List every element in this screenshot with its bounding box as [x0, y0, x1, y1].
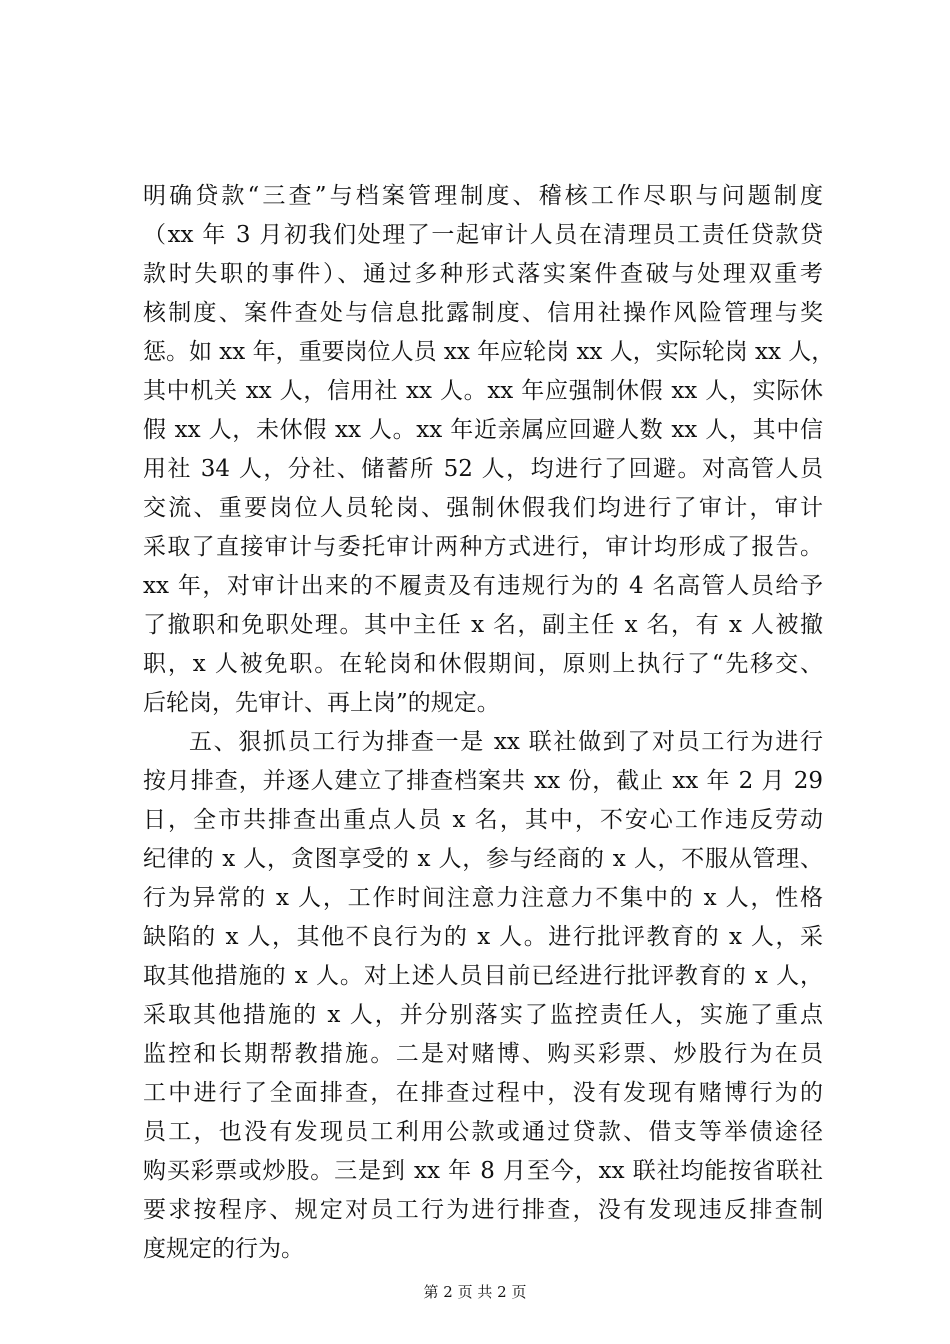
text-line: 采取其他措施的 x 人，并分别落实了监控责任人，实施了重点 — [143, 1002, 823, 1028]
body-text — [143, 177, 835, 1269]
text-line: 工中进行了全面排查，在排查过程中，没有发现有赌博行为的 — [143, 1080, 823, 1106]
text-line: 假 xx 人，未休假 xx 人。xx 年近亲属应回避人数 xx 人，其中信 — [143, 417, 823, 443]
text-line: 用社 34 人，分社、储蓄所 52 人，均进行了回避。对高管人员 — [143, 456, 823, 482]
section-heading-line: 五、狠抓员工行为排查一是 xx 联社做到了对员工行为进行 — [189, 729, 823, 755]
paragraph-end-line: 度规定的行为。 — [143, 1236, 304, 1262]
text-line: 惩。如 xx 年，重要岗位人员 xx 年应轮岗 xx 人，实际轮岗 xx 人， — [143, 339, 835, 365]
text-line: 明确贷款“三查”与档案管理制度、稽核工作尽职与问题制度 — [143, 183, 823, 209]
text-line: 取其他措施的 x 人。对上述人员目前已经进行批评教育的 x 人， — [143, 963, 823, 989]
text-line: 行为异常的 x 人，工作时间注意力注意力不集中的 x 人，性格 — [143, 885, 823, 911]
page-footer — [0, 1282, 950, 1302]
text-line: 纪律的 x 人，贪图享受的 x 人，参与经商的 x 人，不服从管理、 — [143, 846, 823, 872]
text-line: （xx 年 3 月初我们处理了一起审计人员在清理员工责任贷款贷 — [143, 222, 823, 248]
text-line: 缺陷的 x 人，其他不良行为的 x 人。进行批评教育的 x 人，采 — [143, 924, 823, 950]
text-line: 职，x 人被免职。在轮岗和休假期间，原则上执行了“先移交、 — [143, 651, 823, 677]
text-line: 其中机关 xx 人，信用社 xx 人。xx 年应强制休假 xx 人，实际休 — [143, 378, 823, 404]
text-line: 监控和长期帮教措施。二是对赌博、购买彩票、炒股行为在员 — [143, 1041, 823, 1067]
text-line: 日，全市共排查出重点人员 x 名，其中，不安心工作违反劳动 — [143, 807, 823, 833]
text-line: 核制度、案件查处与信息批露制度、信用社操作风险管理与奖 — [143, 300, 823, 326]
text-line: 了撤职和免职处理。其中主任 x 名，副主任 x 名，有 x 人被撤 — [143, 612, 823, 638]
text-line: 采取了直接审计与委托审计两种方式进行，审计均形成了报告。 — [143, 534, 823, 560]
text-line: 员工，也没有发现员工利用公款或通过贷款、借支等举债途径 — [143, 1119, 823, 1145]
paragraph-end-line: 后轮岗，先审计、再上岗”的规定。 — [143, 690, 500, 716]
text-line: 按月排查，并逐人建立了排查档案共 xx 份，截止 xx 年 2 月 29 — [143, 768, 823, 794]
page-number: 第 2 页 共 2 页 — [423, 1283, 527, 1301]
text-line: 款时失职的事件）、通过多种形式落实案件查破与处理双重考 — [143, 261, 823, 287]
text-line: xx 年，对审计出来的不履责及有违规行为的 4 名高管人员给予 — [143, 573, 823, 599]
text-line: 要求按程序、规定对员工行为进行排查，没有发现违反排查制 — [143, 1197, 823, 1223]
text-line: 交流、重要岗位人员轮岗、强制休假我们均进行了审计，审计 — [143, 495, 823, 521]
text-line: 购买彩票或炒股。三是到 xx 年 8 月至今，xx 联社均能按省联社 — [143, 1158, 823, 1184]
